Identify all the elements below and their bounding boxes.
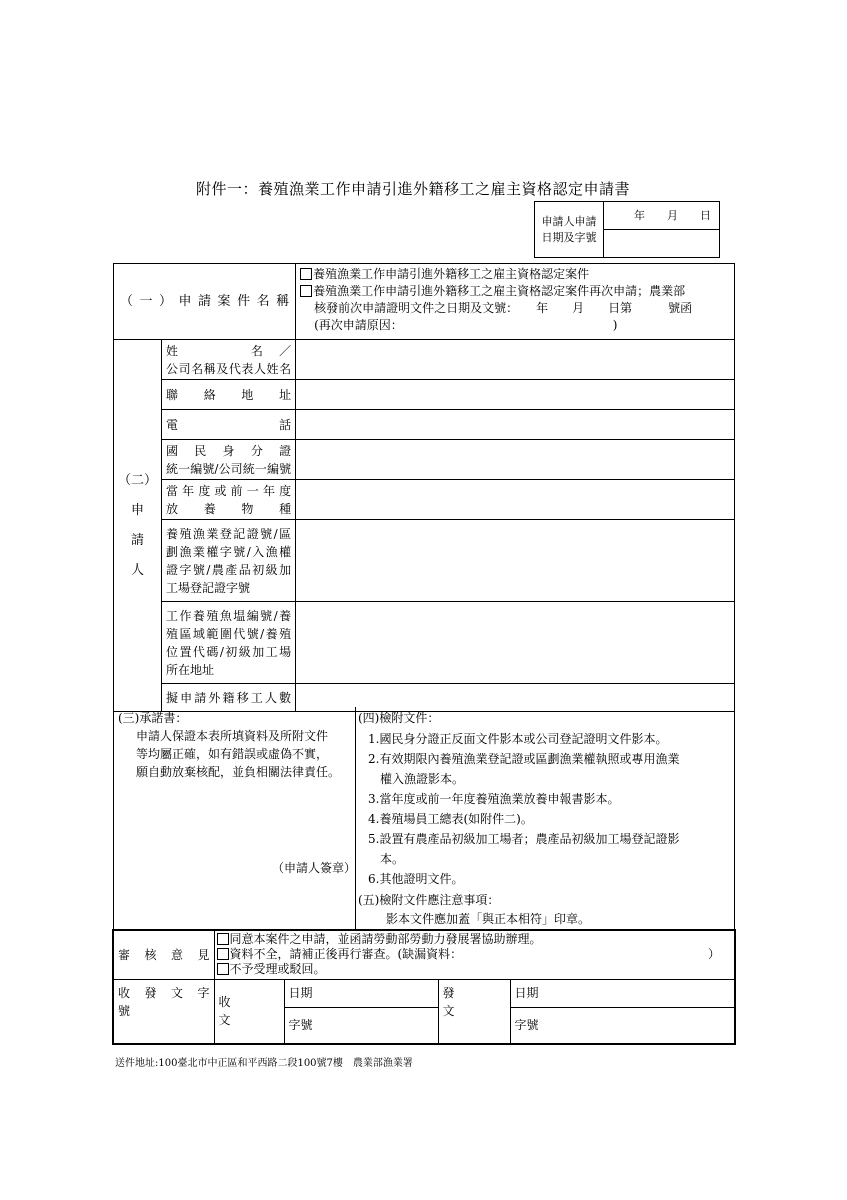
receive-number-field[interactable]: 字號 <box>284 1007 438 1043</box>
send-label: 發 文 <box>438 979 510 1043</box>
case-reapply-checkbox[interactable] <box>300 285 312 297</box>
application-date-field[interactable]: 年 月 日 <box>604 202 720 230</box>
incomplete-checkbox[interactable] <box>217 948 229 960</box>
registration-number-field[interactable] <box>296 520 735 602</box>
address-field[interactable] <box>296 380 735 410</box>
section-divider <box>355 707 356 929</box>
case-name-options: 養殖漁業工作申請引進外籍移工之雇主資格認定案件 養殖漁業工作申請引進外籍移工之雇主資格認定案件再次申請；農業部 核發前次申請證明文件之日期及文號： 年 月 日第 號函 (再次申請原因： ) <box>296 264 735 340</box>
applicant-table <box>113 263 735 712</box>
id-number-field[interactable] <box>296 440 735 480</box>
receive-date-field[interactable]: 日期 <box>284 979 438 1007</box>
phone-label: 電 話 <box>162 410 296 440</box>
case-new-checkbox[interactable] <box>300 268 312 280</box>
review-box <box>112 929 736 1045</box>
mailing-address: 送件地址:100臺北市中正區和平西路二段100號7樓 農業部漁業署 <box>115 1058 413 1069</box>
worker-count-label: 擬申請外籍移工人數 <box>162 684 296 712</box>
name-label: 姓 名／ 公司名稱及代表人姓名 <box>162 340 296 380</box>
approve-checkbox[interactable] <box>217 933 229 945</box>
attachment-item: 4.養殖場員工總表(如附件二)。 <box>368 812 533 826</box>
application-date-box <box>534 201 720 258</box>
address-label: 聯 絡 地 址 <box>162 380 296 410</box>
section5-heading: (五)檢附文件應注意事項： <box>358 893 500 907</box>
section5-note: 影本文件應加蓋「與正本相符」印章。 <box>386 912 591 926</box>
doc-number-label: 收 發 文 字 號 <box>114 979 214 1043</box>
review-options: 同意本案件之申請，並函請勞動部勞動力發展署協助辦理。 資料不全，請補正後再行審查。(缺漏資料： ） 不予受理或駁回。 <box>214 931 734 979</box>
farm-location-label: 工作養殖魚塭編號/養 殖區域範圍代號/養殖 位置代碼/初級加工場 所在地址 <box>162 602 296 684</box>
reapply-reason[interactable]: (再次申請原因： ) <box>314 318 618 332</box>
name-field[interactable] <box>296 340 735 380</box>
declaration-text: 申請人保證本表所填資料及所附文件 等均屬正確，如有錯誤或虛偽不實， 願自動放棄核配，並負相關法律責任。 <box>136 729 341 779</box>
phone-field[interactable] <box>296 410 735 440</box>
declaration-attachments-section <box>113 707 735 929</box>
send-date-field[interactable]: 日期 <box>510 979 734 1007</box>
reject-checkbox[interactable] <box>217 963 229 975</box>
attachment-item: 1.國民身分證正反面文件影本或公司登記證明文件影本。 <box>368 732 668 746</box>
form-title: 附件一：養殖漁業工作申請引進外籍移工之雇主資格認定申請書 <box>196 180 631 198</box>
review-table <box>114 931 734 1043</box>
attachment-list: 1.國民身分證正反面文件影本或公司登記證明文件影本。 2.有效期限內養殖漁業登記證或區劃漁業權執照或專用漁業 權入漁證影本。 3.當年度或前一年度養殖漁業放養申報書影本。 4.養殖場員工總表(如附件二)。 5.設置有農產品初級加工場者；農產品初級加工場登記證影 本。 6.其他證明文件。 <box>368 729 734 889</box>
registration-number-label: 養殖漁業登記證號/區 劃漁業權字號/入漁權 證字號/農產品初級加 工場登記證字號 <box>162 520 296 602</box>
section1-label: （一）申請案件名稱 <box>114 264 296 340</box>
date-box-label: 申請人申請 日期及字號 <box>535 202 604 258</box>
section4-heading: (四)檢附文件： <box>358 711 440 725</box>
farm-location-field[interactable] <box>296 602 735 684</box>
attachment-item: 6.其他證明文件。 <box>368 872 464 886</box>
section2-label: （二） 申 請 人 <box>114 340 162 712</box>
section3-heading: (三)承諾書： <box>118 711 188 725</box>
review-label: 審 核 意 見 <box>114 931 214 979</box>
application-number-field[interactable] <box>604 230 720 258</box>
attachment-item: 2.有效期限內養殖漁業登記證或區劃漁業權執照或專用漁業 <box>368 752 680 766</box>
attachment-item: 3.當年度或前一年度養殖漁業放養申報書影本。 <box>368 792 620 806</box>
stocked-species-label: 當年度或前一年度 放 養 物 種 <box>162 480 296 520</box>
receive-label: 收 文 <box>214 979 284 1043</box>
applicant-signature[interactable]: （申請人簽章） <box>272 861 357 875</box>
send-number-field[interactable]: 字號 <box>510 1007 734 1043</box>
id-number-label: 國 民 身 分 證 統一編號/公司統一編號 <box>162 440 296 480</box>
previous-doc-date-number[interactable]: 核發前次申請證明文件之日期及文號： 年 月 日第 號函 <box>314 301 693 315</box>
stocked-species-field[interactable] <box>296 480 735 520</box>
attachment-item: 5.設置有農產品初級加工場者；農產品初級加工場登記證影 <box>368 832 680 846</box>
